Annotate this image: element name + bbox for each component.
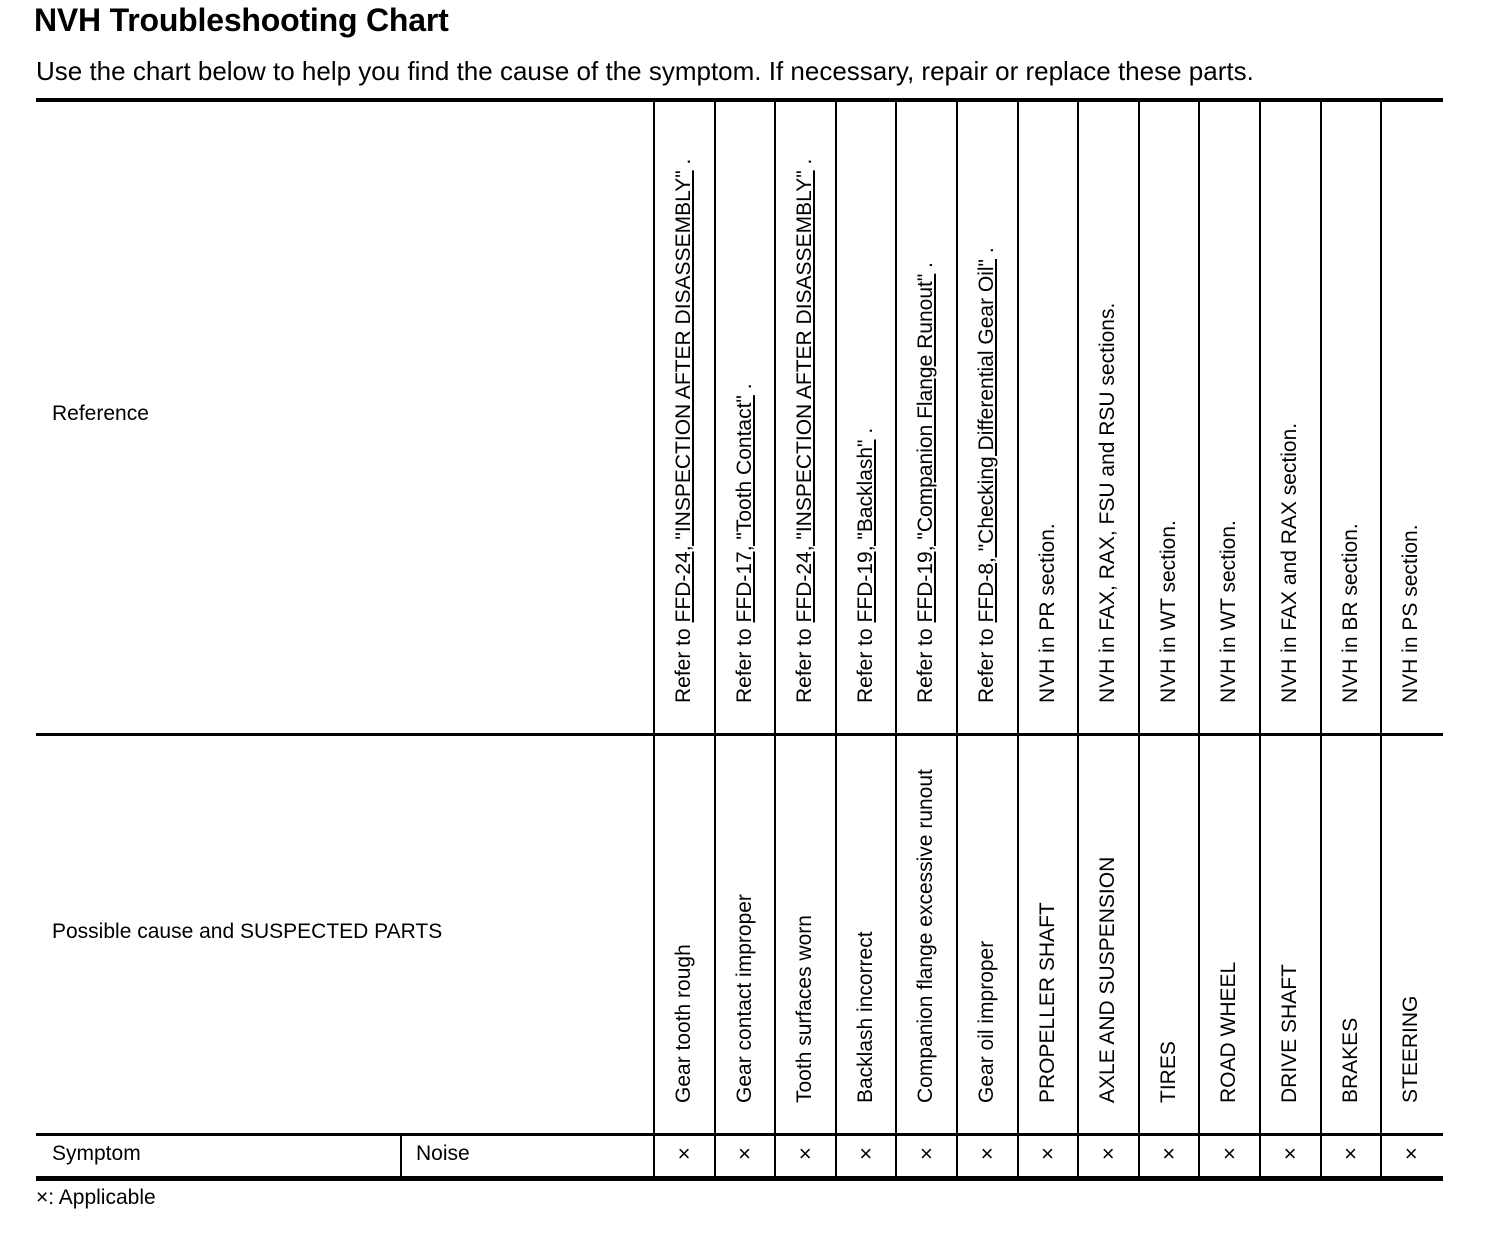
reference-prefix: NVH in WT section. <box>1156 520 1180 703</box>
reference-text <box>1278 423 1302 703</box>
cause-cell <box>1018 736 1078 1133</box>
reference-prefix: NVH in FAX, RAX, FSU and RSU sections. <box>1096 302 1120 703</box>
cause-cell <box>775 736 835 1133</box>
reference-text <box>733 383 757 703</box>
reference-link[interactable]: FFD-17, "Tooth Contact" <box>732 395 756 623</box>
reference-cell <box>1199 102 1259 733</box>
applicable-mark: × <box>798 1141 812 1166</box>
applicable-mark: × <box>1162 1141 1176 1166</box>
cause-label: Possible cause and SUSPECTED PARTS <box>52 920 443 943</box>
reference-cell <box>775 102 835 733</box>
reference-cell <box>1260 102 1320 733</box>
applicable-mark: × <box>1222 1141 1236 1166</box>
cause-text: Gear tooth rough <box>672 944 695 1103</box>
reference-label: Reference <box>52 402 149 425</box>
reference-prefix: Refer to <box>914 622 938 703</box>
cause-text: TIRES <box>1156 1041 1180 1103</box>
reference-text <box>914 262 938 703</box>
cause-cell <box>715 736 775 1133</box>
cause-cell <box>836 736 896 1133</box>
reference-text <box>854 428 878 703</box>
cause-text: PROPELLER SHAFT <box>1035 902 1059 1103</box>
reference-suffix: . <box>975 247 998 259</box>
reference-text <box>1157 520 1181 703</box>
table-bottom-rule <box>36 1176 1443 1181</box>
cause-cell <box>1139 736 1199 1133</box>
intro-text: Use the chart below to help you find the cause of the symptom. If necessary, repair or replace these parts. <box>36 56 1254 86</box>
reference-prefix: NVH in WT section. <box>1217 520 1241 703</box>
cause-text: STEERING <box>1399 995 1423 1103</box>
reference-suffix: . <box>793 158 817 171</box>
reference-text <box>975 247 999 703</box>
cause-cell <box>1078 736 1138 1133</box>
cause-text: Backlash incorrect <box>853 931 877 1103</box>
reference-text <box>672 159 696 703</box>
cause-row-rule <box>36 1133 1443 1136</box>
reference-link[interactable]: FFD-24, "INSPECTION AFTER DISASSEMBLY" <box>672 170 695 623</box>
reference-text <box>1036 523 1060 703</box>
legend: ×: Applicable <box>36 1186 156 1209</box>
applicable-mark: × <box>677 1141 691 1166</box>
reference-cell <box>1139 102 1199 733</box>
applicable-mark: × <box>1101 1141 1115 1166</box>
reference-text <box>1339 523 1363 703</box>
cause-cell <box>1321 736 1381 1133</box>
reference-link[interactable]: FFD-24, "INSPECTION AFTER DISASSEMBLY" <box>793 170 817 623</box>
cause-cell <box>654 736 714 1133</box>
cause-text: BRAKES <box>1338 1017 1362 1103</box>
reference-prefix: Refer to <box>793 622 817 703</box>
reference-cell <box>654 102 714 733</box>
reference-prefix: Refer to <box>672 622 695 703</box>
applicable-mark: × <box>859 1141 873 1166</box>
reference-suffix: . <box>914 262 938 274</box>
cause-text: Gear oil improper <box>975 940 998 1103</box>
reference-text <box>1399 524 1423 703</box>
reference-cell <box>1321 102 1381 733</box>
cause-cell <box>1199 736 1259 1133</box>
reference-link[interactable]: FFD-19, "Companion Flange Runout" <box>914 273 938 623</box>
reference-prefix: NVH in FAX and RAX section. <box>1278 422 1301 703</box>
cause-text: ROAD WHEEL <box>1217 961 1241 1103</box>
reference-prefix: NVH in BR section. <box>1338 523 1362 703</box>
reference-cell <box>1381 102 1441 733</box>
reference-cell <box>836 102 896 733</box>
cause-text: DRIVE SHAFT <box>1278 964 1301 1103</box>
applicable-mark: × <box>1283 1141 1297 1166</box>
applicable-mark: × <box>1344 1141 1358 1166</box>
reference-cell <box>715 102 775 733</box>
reference-suffix: . <box>853 427 877 440</box>
reference-prefix: NVH in PS section. <box>1399 524 1423 703</box>
reference-prefix: Refer to <box>853 622 877 703</box>
applicable-mark: × <box>919 1141 933 1166</box>
reference-text <box>1096 303 1120 703</box>
applicable-mark: × <box>980 1141 994 1166</box>
cause-cell <box>896 736 956 1133</box>
noise-label: Noise <box>416 1142 470 1165</box>
reference-text <box>1217 520 1241 703</box>
applicable-mark: × <box>1041 1141 1055 1166</box>
reference-cell <box>957 102 1017 733</box>
symptom-label: Symptom <box>52 1142 141 1165</box>
cause-cell <box>1381 736 1441 1133</box>
cause-text: Gear contact improper <box>732 894 756 1103</box>
reference-text <box>793 159 817 703</box>
page-title: NVH Troubleshooting Chart <box>34 2 449 38</box>
reference-link[interactable]: FFD-8, "Checking Differential Gear Oil" <box>975 258 998 623</box>
reference-cell <box>1018 102 1078 733</box>
symptom-divider <box>400 1135 402 1177</box>
cause-text: AXLE AND SUSPENSION <box>1096 856 1120 1103</box>
cause-cell <box>1260 736 1320 1133</box>
reference-prefix: Refer to <box>975 622 998 703</box>
reference-prefix: Refer to <box>732 622 756 703</box>
reference-suffix: . <box>672 158 695 171</box>
cause-text: Companion flange excessive runout <box>914 769 938 1103</box>
nvh-table <box>36 98 1443 1182</box>
applicable-mark: × <box>738 1141 752 1166</box>
cause-text: Tooth surfaces worn <box>793 915 817 1103</box>
cause-cell <box>957 736 1017 1133</box>
reference-suffix: . <box>732 383 756 396</box>
applicable-mark: × <box>1404 1141 1418 1166</box>
reference-link[interactable]: FFD-19, "Backlash" <box>853 439 877 623</box>
reference-prefix: NVH in PR section. <box>1035 523 1059 703</box>
reference-cell <box>1078 102 1138 733</box>
reference-cell <box>896 102 956 733</box>
